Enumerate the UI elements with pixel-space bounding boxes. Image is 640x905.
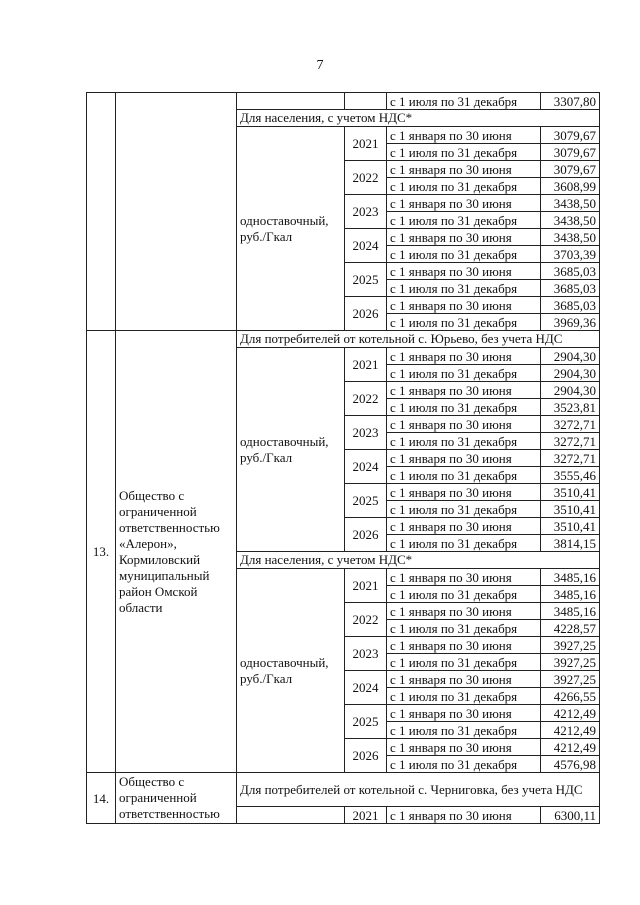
period-cell: с 1 января по 30 июня	[387, 807, 541, 824]
year-cell: 2021	[345, 807, 387, 824]
tariff-value: 3927,25	[541, 671, 600, 688]
year-cell	[345, 93, 387, 110]
period-cell: с 1 июля по 31 декабря	[387, 246, 541, 263]
period-cell: с 1 июля по 31 декабря	[387, 144, 541, 161]
tariff-value: 6300,11	[541, 807, 600, 824]
period-cell: с 1 июля по 31 декабря	[387, 722, 541, 739]
tariff-value: 2904,30	[541, 365, 600, 382]
group-header: Для потребителей от котельной с. Юрьево, без учета НДС	[237, 331, 600, 348]
period-cell: с 1 января по 30 июня	[387, 705, 541, 722]
period-cell: с 1 января по 30 июня	[387, 348, 541, 365]
year-cell: 2022	[345, 161, 387, 195]
tariff-value: 4212,49	[541, 705, 600, 722]
tariff-value: 2904,30	[541, 348, 600, 365]
tariff-type-cell: одноставочный, руб./Гкал	[237, 569, 345, 773]
period-cell: с 1 июля по 31 декабря	[387, 399, 541, 416]
year-cell: 2025	[345, 705, 387, 739]
year-cell: 2026	[345, 518, 387, 552]
tariff-value: 3307,80	[541, 93, 600, 110]
tariff-table-body	[87, 93, 600, 824]
tariff-value: 3814,15	[541, 535, 600, 552]
table-row	[87, 773, 600, 807]
period-cell: с 1 января по 30 июня	[387, 382, 541, 399]
tariff-value: 3272,71	[541, 450, 600, 467]
year-cell: 2026	[345, 739, 387, 773]
period-cell: с 1 июля по 31 декабря	[387, 620, 541, 637]
year-cell: 2021	[345, 127, 387, 161]
tariff-value: 3685,03	[541, 280, 600, 297]
year-cell: 2024	[345, 671, 387, 705]
year-cell: 2023	[345, 637, 387, 671]
tariff-type-cell: одноставочный, руб./Гкал	[237, 348, 345, 552]
row-number-cell	[87, 93, 116, 331]
tariff-value: 3272,71	[541, 433, 600, 450]
year-cell: 2022	[345, 603, 387, 637]
tariff-value: 3608,99	[541, 178, 600, 195]
year-cell: 2021	[345, 569, 387, 603]
tariff-value: 3438,50	[541, 195, 600, 212]
period-cell: с 1 января по 30 июня	[387, 127, 541, 144]
row-number-cell: 14.	[87, 773, 116, 824]
tariff-table	[86, 92, 600, 824]
period-cell: с 1 июля по 31 декабря	[387, 501, 541, 518]
tariff-value: 2904,30	[541, 382, 600, 399]
tariff-value: 3927,25	[541, 637, 600, 654]
period-cell: с 1 июля по 31 декабря	[387, 535, 541, 552]
organization-cell: Общество с ограниченной ответственностью «Алерон», Кормиловский муниципальный район Омской области	[116, 331, 237, 773]
year-cell: 2025	[345, 263, 387, 297]
organization-cell: Общество с ограниченной ответственностью	[116, 773, 237, 824]
period-cell: с 1 января по 30 июня	[387, 297, 541, 314]
tariff-value: 3079,67	[541, 161, 600, 178]
period-cell: с 1 января по 30 июня	[387, 603, 541, 620]
page-number: 7	[316, 58, 324, 73]
period-cell: с 1 июля по 31 декабря	[387, 586, 541, 603]
period-cell: с 1 января по 30 июня	[387, 518, 541, 535]
tariff-type-cell	[237, 807, 345, 824]
period-cell: с 1 января по 30 июня	[387, 637, 541, 654]
tariff-value: 3079,67	[541, 127, 600, 144]
tariff-value: 4266,55	[541, 688, 600, 705]
tariff-value: 3485,16	[541, 569, 600, 586]
year-cell: 2025	[345, 484, 387, 518]
period-cell: с 1 июля по 31 декабря	[387, 654, 541, 671]
tariff-value: 3685,03	[541, 297, 600, 314]
year-cell: 2023	[345, 195, 387, 229]
row-number-cell: 13.	[87, 331, 116, 773]
year-cell: 2022	[345, 382, 387, 416]
group-header: Для населения, с учетом НДС*	[237, 552, 600, 569]
period-cell: с 1 июля по 31 декабря	[387, 365, 541, 382]
period-cell: с 1 января по 30 июня	[387, 416, 541, 433]
tariff-value: 4212,49	[541, 739, 600, 756]
group-header: Для потребителей от котельной с. Черниговка, без учета НДС	[237, 773, 600, 807]
period-cell: с 1 июля по 31 декабря	[387, 178, 541, 195]
year-cell: 2026	[345, 297, 387, 331]
tariff-value: 3485,16	[541, 586, 600, 603]
tariff-value: 3079,67	[541, 144, 600, 161]
period-cell: с 1 июля по 31 декабря	[387, 433, 541, 450]
tariff-value: 3485,16	[541, 603, 600, 620]
year-cell: 2023	[345, 416, 387, 450]
tariff-value: 3510,41	[541, 484, 600, 501]
period-cell: с 1 июля по 31 декабря	[387, 756, 541, 773]
table-row	[87, 93, 600, 110]
tariff-value: 3523,81	[541, 399, 600, 416]
table-row	[87, 331, 600, 348]
period-cell: с 1 января по 30 июня	[387, 671, 541, 688]
tariff-value: 4576,98	[541, 756, 600, 773]
period-cell: с 1 июля по 31 декабря	[387, 688, 541, 705]
year-cell: 2024	[345, 450, 387, 484]
period-cell: с 1 января по 30 июня	[387, 195, 541, 212]
tariff-value: 4228,57	[541, 620, 600, 637]
tariff-value: 3685,03	[541, 263, 600, 280]
period-cell: с 1 июля по 31 декабря	[387, 467, 541, 484]
year-cell: 2021	[345, 348, 387, 382]
tariff-value: 3272,71	[541, 416, 600, 433]
tariff-value: 3969,36	[541, 314, 600, 331]
tariff-type-cell: одноставочный, руб./Гкал	[237, 127, 345, 331]
tariff-value: 3510,41	[541, 518, 600, 535]
tariff-value: 3438,50	[541, 229, 600, 246]
tariff-value: 3555,46	[541, 467, 600, 484]
period-cell: с 1 июля по 31 декабря	[387, 93, 541, 110]
period-cell: с 1 января по 30 июня	[387, 161, 541, 178]
group-header: Для населения, с учетом НДС*	[237, 110, 600, 127]
period-cell: с 1 июля по 31 декабря	[387, 280, 541, 297]
organization-cell	[116, 93, 237, 331]
tariff-value: 3927,25	[541, 654, 600, 671]
period-cell: с 1 июля по 31 декабря	[387, 314, 541, 331]
year-cell: 2024	[345, 229, 387, 263]
tariff-value: 3510,41	[541, 501, 600, 518]
period-cell: с 1 января по 30 июня	[387, 263, 541, 280]
tariff-type-cell	[237, 93, 345, 110]
period-cell: с 1 января по 30 июня	[387, 229, 541, 246]
tariff-value: 3438,50	[541, 212, 600, 229]
period-cell: с 1 января по 30 июня	[387, 569, 541, 586]
tariff-value: 4212,49	[541, 722, 600, 739]
tariff-value: 3703,39	[541, 246, 600, 263]
period-cell: с 1 января по 30 июня	[387, 450, 541, 467]
period-cell: с 1 января по 30 июня	[387, 739, 541, 756]
period-cell: с 1 января по 30 июня	[387, 484, 541, 501]
period-cell: с 1 июля по 31 декабря	[387, 212, 541, 229]
